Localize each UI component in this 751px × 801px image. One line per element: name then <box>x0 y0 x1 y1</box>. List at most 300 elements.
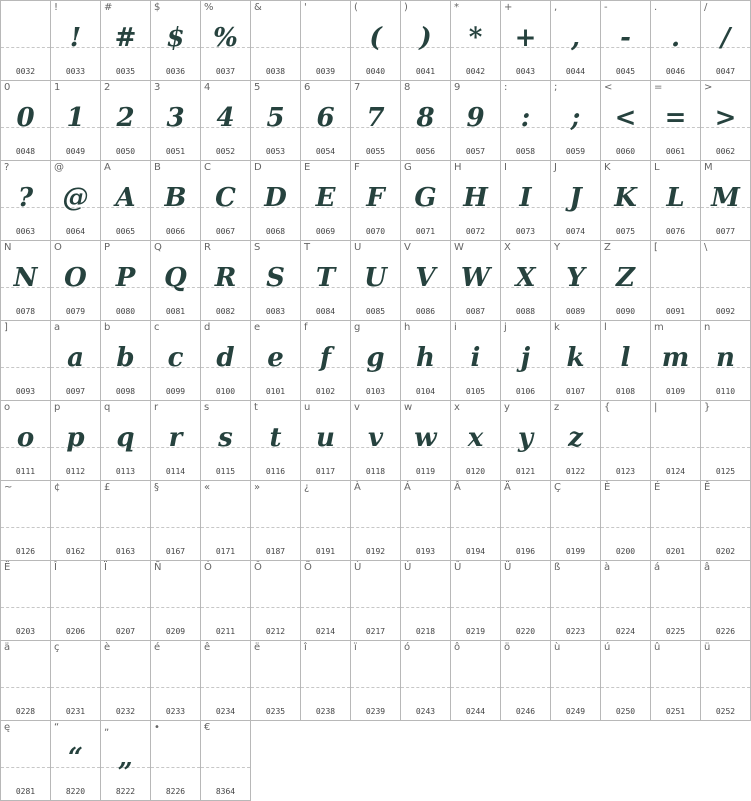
glyph-code: 0041 <box>415 67 436 76</box>
glyph-cell <box>700 640 751 721</box>
glyph-label: 3 <box>154 82 161 93</box>
glyph-cell <box>450 160 501 241</box>
glyph-cell <box>600 80 651 161</box>
glyph-label: S <box>254 242 261 253</box>
glyph-cell <box>650 320 701 401</box>
glyph-label: m <box>654 322 664 333</box>
glyph-label: . <box>654 2 658 13</box>
glyph-sample <box>551 577 600 619</box>
glyph-cell <box>700 0 751 81</box>
glyph-code: 0050 <box>115 147 136 156</box>
glyph-sample: ) <box>419 23 432 53</box>
glyph-code: 0064 <box>65 227 86 236</box>
glyph-cell <box>500 240 551 321</box>
glyph-sample: U <box>364 263 387 293</box>
glyph-label: Û <box>454 562 462 573</box>
glyph-cell <box>150 160 201 241</box>
glyph-cell <box>0 560 51 641</box>
glyph-sample: - <box>620 23 631 53</box>
glyph-sample: 9 <box>466 103 485 133</box>
glyph-code: 0281 <box>15 787 36 796</box>
glyph-label: E <box>304 162 311 173</box>
glyph-cell <box>700 320 751 401</box>
glyph-sample: 5 <box>266 103 285 133</box>
glyph-code: 0105 <box>465 387 486 396</box>
glyph-code: 0044 <box>565 67 586 76</box>
glyph-code: 0075 <box>615 227 636 236</box>
glyph-label: | <box>654 402 658 413</box>
glyph-code: 0042 <box>465 67 486 76</box>
glyph-code: 0051 <box>165 147 186 156</box>
glyph-sample: u <box>316 423 335 453</box>
glyph-cell <box>500 560 551 641</box>
glyph-code: 0100 <box>215 387 236 396</box>
glyph-sample <box>201 497 250 539</box>
glyph-cell <box>100 480 151 561</box>
glyph-sample: : <box>520 103 531 133</box>
glyph-code: 0067 <box>215 227 236 236</box>
glyph-cell <box>600 320 651 401</box>
glyph-cell <box>0 720 51 801</box>
glyph-cell <box>100 560 151 641</box>
glyph-cell <box>350 560 401 641</box>
glyph-cell <box>200 400 251 481</box>
glyph-label: V <box>404 242 411 253</box>
glyph-label: < <box>604 82 613 93</box>
glyph-sample <box>301 577 350 619</box>
glyph-cell <box>200 480 251 561</box>
glyph-code: 0079 <box>65 307 86 316</box>
glyph-label: È <box>604 482 611 493</box>
glyph-cell <box>400 80 451 161</box>
glyph-label: i <box>454 322 457 333</box>
glyph-sample: 1 <box>66 103 85 133</box>
glyph-code: 0233 <box>165 707 186 716</box>
glyph-code: 0243 <box>415 707 436 716</box>
glyph-label: ï <box>354 642 357 653</box>
glyph-code: 0073 <box>515 227 536 236</box>
glyph-label: ] <box>4 322 8 333</box>
glyph-label: g <box>354 322 361 333</box>
glyph-cell <box>250 240 301 321</box>
glyph-label: É <box>654 482 661 493</box>
glyph-label: ê <box>204 642 211 653</box>
glyph-cell <box>50 640 101 721</box>
glyph-cell <box>350 640 401 721</box>
glyph-label: F <box>354 162 360 173</box>
glyph-label: À <box>354 482 361 493</box>
glyph-label: j <box>504 322 507 333</box>
glyph-cell <box>700 240 751 321</box>
glyph-cell <box>650 0 701 81</box>
glyph-code: 0193 <box>415 547 436 556</box>
glyph-code: 0102 <box>315 387 336 396</box>
glyph-cell <box>400 640 451 721</box>
glyph-sample <box>151 737 200 779</box>
glyph-cell <box>450 640 501 721</box>
glyph-code: 0116 <box>265 467 286 476</box>
glyph-cell <box>200 720 251 801</box>
glyph-label: : <box>504 82 508 93</box>
glyph-code: 0112 <box>65 467 86 476</box>
glyph-label: o <box>4 402 11 413</box>
glyph-sample <box>451 497 500 539</box>
glyph-code: 0117 <box>315 467 336 476</box>
glyph-cell <box>300 320 351 401</box>
glyph-sample: I <box>519 183 532 213</box>
glyph-label: ü <box>704 642 711 653</box>
glyph-sample <box>151 497 200 539</box>
glyph-label: h <box>404 322 411 333</box>
glyph-sample <box>701 657 750 699</box>
glyph-cell <box>400 400 451 481</box>
glyph-sample: # <box>114 23 137 53</box>
glyph-code: 0091 <box>665 307 686 316</box>
glyph-sample <box>651 657 700 699</box>
glyph-cell <box>50 400 101 481</box>
glyph-cell <box>300 80 351 161</box>
glyph-label: ( <box>354 2 358 13</box>
glyph-sample: X <box>515 263 536 293</box>
glyph-cell <box>150 80 201 161</box>
glyph-label: ä <box>4 642 11 653</box>
glyph-sample: 8 <box>416 103 435 133</box>
glyph-sample: D <box>264 183 287 213</box>
glyph-code: 0037 <box>215 67 236 76</box>
glyph-label: f <box>304 322 308 333</box>
glyph-cell <box>350 320 401 401</box>
glyph-cell <box>100 80 151 161</box>
glyph-code: 0238 <box>315 707 336 716</box>
glyph-label: B <box>154 162 161 173</box>
glyph-code: 0219 <box>465 627 486 636</box>
glyph-cell <box>500 400 551 481</box>
glyph-code: 0114 <box>165 467 186 476</box>
glyph-cell <box>300 560 351 641</box>
glyph-code: 0234 <box>215 707 236 716</box>
glyph-code: 0223 <box>565 627 586 636</box>
glyph-cell <box>600 0 651 81</box>
glyph-code: 0231 <box>65 707 86 716</box>
glyph-code: 0249 <box>565 707 586 716</box>
glyph-sample <box>501 577 550 619</box>
glyph-code: 0217 <box>365 627 386 636</box>
glyph-label: 8 <box>404 82 411 93</box>
glyph-code: 0211 <box>215 627 236 636</box>
glyph-label: î <box>304 642 307 653</box>
glyph-code: 0036 <box>165 67 186 76</box>
glyph-label: Ç <box>554 482 561 493</box>
glyph-code: 0124 <box>665 467 686 476</box>
glyph-code: 0087 <box>465 307 486 316</box>
glyph-sample: j <box>520 343 531 373</box>
glyph-code: 0084 <box>315 307 336 316</box>
glyph-sample: % <box>213 23 238 53</box>
glyph-sample: y <box>517 423 534 453</box>
glyph-sample: . <box>670 23 681 53</box>
glyph-sample: i <box>470 343 481 373</box>
glyph-label: Î <box>54 562 57 573</box>
glyph-sample <box>51 497 100 539</box>
glyph-sample: ? <box>17 183 34 213</box>
glyph-label: [ <box>654 242 658 253</box>
glyph-cell <box>150 0 201 81</box>
glyph-code: 0035 <box>115 67 136 76</box>
glyph-label: @ <box>54 162 64 173</box>
glyph-label: t <box>254 402 258 413</box>
glyph-code: 0060 <box>615 147 636 156</box>
glyph-code: 0206 <box>65 627 86 636</box>
glyph-cell <box>50 720 101 801</box>
glyph-cell <box>100 400 151 481</box>
glyph-label: „ <box>104 722 110 733</box>
glyph-sample <box>1 657 50 699</box>
glyph-cell <box>550 400 601 481</box>
glyph-label: X <box>504 242 511 253</box>
glyph-cell <box>200 560 251 641</box>
glyph-sample: / <box>720 23 731 53</box>
glyph-code: 0057 <box>465 147 486 156</box>
glyph-label: » <box>254 482 261 493</box>
glyph-sample <box>651 497 700 539</box>
glyph-label: ú <box>604 642 611 653</box>
glyph-label: G <box>404 162 412 173</box>
glyph-code: 0070 <box>365 227 386 236</box>
glyph-cell <box>700 480 751 561</box>
glyph-cell <box>300 400 351 481</box>
glyph-sample <box>101 657 150 699</box>
glyph-code: 0101 <box>265 387 286 396</box>
glyph-code: 0033 <box>65 67 86 76</box>
glyph-sample <box>601 417 650 459</box>
glyph-sample: B <box>164 183 187 213</box>
glyph-label: Ñ <box>154 562 162 573</box>
glyph-sample <box>601 577 650 619</box>
glyph-cell <box>500 80 551 161</box>
glyph-cell <box>0 400 51 481</box>
glyph-code: 0059 <box>565 147 586 156</box>
glyph-label: J <box>554 162 557 173</box>
glyph-sample <box>1 737 50 779</box>
glyph-code: 0121 <box>515 467 536 476</box>
glyph-code: 0194 <box>465 547 486 556</box>
glyph-sample: o <box>16 423 35 453</box>
glyph-code: 0066 <box>165 227 186 236</box>
glyph-sample <box>451 577 500 619</box>
glyph-label: 0 <box>4 82 11 93</box>
glyph-sample: P <box>115 263 136 293</box>
glyph-label: Ï <box>104 562 107 573</box>
glyph-code: 8364 <box>215 787 236 796</box>
glyph-sample <box>401 577 450 619</box>
glyph-label: ¢ <box>54 482 61 493</box>
glyph-code: 0218 <box>415 627 436 636</box>
glyph-sample <box>701 417 750 459</box>
glyph-label: R <box>204 242 211 253</box>
glyph-label: c <box>154 322 160 333</box>
glyph-code: 0081 <box>165 307 186 316</box>
glyph-cell <box>150 720 201 801</box>
glyph-label: } <box>704 402 711 413</box>
glyph-sample <box>651 257 700 299</box>
glyph-label: L <box>654 162 660 173</box>
glyph-cell <box>250 320 301 401</box>
glyph-cell <box>600 640 651 721</box>
glyph-cell <box>250 640 301 721</box>
glyph-sample: Y <box>566 263 585 293</box>
glyph-cell <box>50 80 101 161</box>
glyph-cell <box>350 240 401 321</box>
glyph-sample: O <box>64 263 87 293</box>
glyph-sample: ! <box>69 23 82 53</box>
glyph-sample: t <box>269 423 282 453</box>
glyph-code: 0207 <box>115 627 136 636</box>
glyph-sample <box>401 497 450 539</box>
glyph-code: 8220 <box>65 787 86 796</box>
glyph-label: q <box>104 402 111 413</box>
glyph-label: * <box>454 2 459 13</box>
glyph-code: 0209 <box>165 627 186 636</box>
glyph-label: Ä <box>504 482 511 493</box>
glyph-sample: f <box>319 343 332 373</box>
glyph-label: A <box>104 162 111 173</box>
glyph-sample <box>201 577 250 619</box>
glyph-code: 0250 <box>615 707 636 716</box>
glyph-code: 0163 <box>115 547 136 556</box>
glyph-sample: 7 <box>366 103 385 133</box>
glyph-cell <box>450 400 501 481</box>
glyph-label: x <box>454 402 460 413</box>
glyph-label: ę <box>4 722 11 733</box>
glyph-sample <box>201 657 250 699</box>
glyph-cell <box>350 160 401 241</box>
glyph-cell <box>600 480 651 561</box>
glyph-sample: L <box>666 183 685 213</box>
glyph-cell <box>250 0 301 81</box>
glyph-label: r <box>154 402 159 413</box>
glyph-label: z <box>554 402 560 413</box>
glyph-label: 9 <box>454 82 461 93</box>
glyph-sample <box>501 657 550 699</box>
glyph-cell <box>100 240 151 321</box>
glyph-sample: 0 <box>16 103 35 133</box>
glyph-sample <box>651 577 700 619</box>
glyph-label: a <box>54 322 61 333</box>
glyph-sample: n <box>716 343 735 373</box>
glyph-label: P <box>104 242 111 253</box>
glyph-sample: Z <box>616 263 635 293</box>
glyph-label: s <box>204 402 210 413</box>
glyph-cell <box>200 0 251 81</box>
glyph-code: 0040 <box>365 67 386 76</box>
glyph-label: è <box>104 642 111 653</box>
glyph-cell <box>0 240 51 321</box>
glyph-code: 0232 <box>115 707 136 716</box>
glyph-label: ç <box>54 642 60 653</box>
glyph-code: 0252 <box>715 707 736 716</box>
glyph-label: N <box>4 242 12 253</box>
glyph-cell <box>200 640 251 721</box>
glyph-code: 8226 <box>165 787 186 796</box>
glyph-cell <box>200 320 251 401</box>
glyph-sample <box>601 657 650 699</box>
glyph-label: ! <box>54 2 59 13</box>
glyph-code: 0043 <box>515 67 536 76</box>
glyph-cell <box>450 560 501 641</box>
glyph-label: v <box>354 402 360 413</box>
glyph-cell <box>300 160 351 241</box>
glyph-cell <box>50 320 101 401</box>
glyph-sample <box>401 657 450 699</box>
glyph-sample <box>701 257 750 299</box>
glyph-cell <box>550 480 601 561</box>
glyph-cell <box>550 560 601 641</box>
glyph-code: 0045 <box>615 67 636 76</box>
glyph-cell <box>650 240 701 321</box>
glyph-cell <box>0 80 51 161</box>
glyph-code: 0056 <box>415 147 436 156</box>
glyph-code: 0109 <box>665 387 686 396</box>
glyph-code: 0246 <box>515 707 536 716</box>
glyph-sample: F <box>366 183 385 213</box>
glyph-sample <box>251 577 300 619</box>
glyph-label: Ô <box>254 562 262 573</box>
glyph-cell <box>50 480 101 561</box>
glyph-code: 0225 <box>665 627 686 636</box>
glyph-cell <box>300 240 351 321</box>
glyph-cell <box>600 400 651 481</box>
glyph-cell <box>400 560 451 641</box>
glyph-code: 0053 <box>265 147 286 156</box>
glyph-label: U <box>354 242 362 253</box>
glyph-code: 0083 <box>265 307 286 316</box>
glyph-sample: z <box>568 423 583 453</box>
glyph-cell <box>250 160 301 241</box>
glyph-label: O <box>54 242 62 253</box>
glyph-sample <box>1 17 50 59</box>
glyph-cell <box>600 560 651 641</box>
glyph-code: 0054 <box>315 147 336 156</box>
glyph-cell <box>650 80 701 161</box>
glyph-code: 0196 <box>515 547 536 556</box>
glyph-cell <box>700 80 751 161</box>
glyph-sample <box>251 497 300 539</box>
glyph-sample: h <box>416 343 435 373</box>
glyph-cell <box>550 80 601 161</box>
glyph-sample <box>1 337 50 379</box>
glyph-cell <box>550 640 601 721</box>
glyph-label: - <box>604 2 608 13</box>
glyph-cell <box>250 80 301 161</box>
glyph-sample: r <box>168 423 183 453</box>
glyph-code: 0171 <box>215 547 236 556</box>
glyph-cell <box>0 640 51 721</box>
glyph-code: 0062 <box>715 147 736 156</box>
glyph-code: 0082 <box>215 307 236 316</box>
glyph-code: 0126 <box>15 547 36 556</box>
glyph-cell <box>500 480 551 561</box>
glyph-cell <box>50 240 101 321</box>
glyph-sample: = <box>664 103 687 133</box>
glyph-cell <box>100 0 151 81</box>
glyph-sample: , <box>570 23 581 53</box>
glyph-code: 0099 <box>165 387 186 396</box>
glyph-code: 0098 <box>115 387 136 396</box>
glyph-sample: @ <box>62 183 89 213</box>
glyph-cell <box>300 480 351 561</box>
glyph-sample: G <box>414 183 437 213</box>
glyph-label: û <box>654 642 661 653</box>
